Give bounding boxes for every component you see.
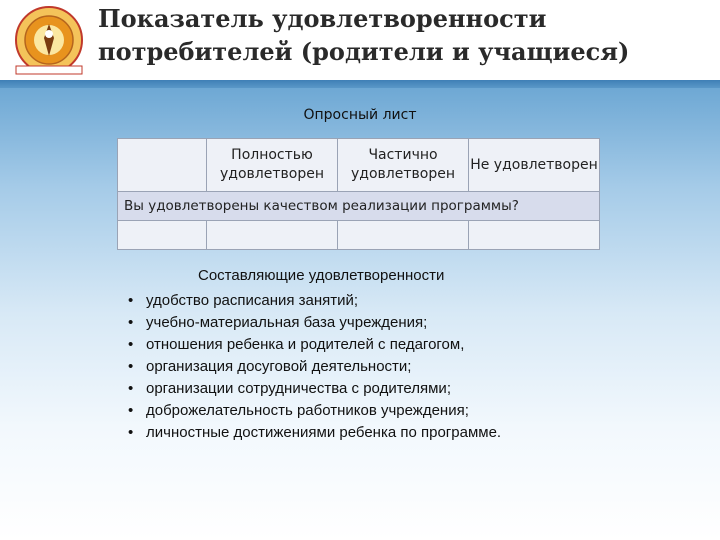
answer-cell-partially[interactable] bbox=[338, 221, 469, 250]
column-header-fully-satisfied: Полностью удовлетворен bbox=[207, 139, 338, 192]
list-item bbox=[128, 400, 501, 422]
survey-answer-row bbox=[118, 221, 600, 250]
survey-header-row bbox=[118, 139, 600, 192]
list-item-text: отношения ребенка и родителей с педагогом, bbox=[146, 336, 465, 353]
bullet-icon: • bbox=[128, 424, 134, 441]
list-item-text: учебно-материальная база учреждения; bbox=[146, 314, 428, 331]
list-item bbox=[128, 312, 501, 334]
bullet-icon: • bbox=[128, 336, 134, 353]
survey-question-row bbox=[118, 192, 600, 221]
bullet-icon: • bbox=[128, 380, 134, 397]
column-header-not-satisfied: Не удовлетворен bbox=[469, 139, 600, 192]
school-emblem-logo bbox=[8, 4, 90, 76]
answer-cell-not[interactable] bbox=[469, 221, 600, 250]
survey-table bbox=[117, 138, 600, 250]
bullet-icon: • bbox=[128, 358, 134, 375]
header-divider bbox=[0, 80, 720, 88]
list-item bbox=[128, 378, 501, 400]
page-title: Показатель удовлетворенности потребителей (родители и учащиеся) bbox=[98, 4, 630, 66]
list-item-text: личностные достижениями ребенка по программе. bbox=[146, 424, 502, 441]
header bbox=[0, 0, 720, 80]
answer-cell bbox=[118, 221, 207, 250]
column-header-empty bbox=[118, 139, 207, 192]
list-item bbox=[128, 290, 501, 312]
list-item-text: удобство расписания занятий; bbox=[146, 292, 359, 309]
bullet-icon: • bbox=[128, 314, 134, 331]
factors-list bbox=[128, 290, 501, 444]
bullet-icon: • bbox=[128, 292, 134, 309]
bullet-icon: • bbox=[128, 402, 134, 419]
list-item-text: доброжелательность работников учреждения; bbox=[146, 402, 469, 419]
factors-title: Составляющие удовлетворенности bbox=[198, 267, 445, 284]
survey-title: Опросный лист bbox=[303, 107, 417, 123]
list-item bbox=[128, 334, 501, 356]
survey-question: Вы удовлетворены качеством реализации программы? bbox=[118, 192, 600, 221]
list-item bbox=[128, 422, 501, 444]
list-item-text: организации сотрудничества с родителями; bbox=[146, 380, 451, 397]
list-item-text: организация досуговой деятельности; bbox=[146, 358, 412, 375]
list-item bbox=[128, 356, 501, 378]
column-header-partially-satisfied: Частично удовлетворен bbox=[338, 139, 469, 192]
answer-cell-fully[interactable] bbox=[207, 221, 338, 250]
